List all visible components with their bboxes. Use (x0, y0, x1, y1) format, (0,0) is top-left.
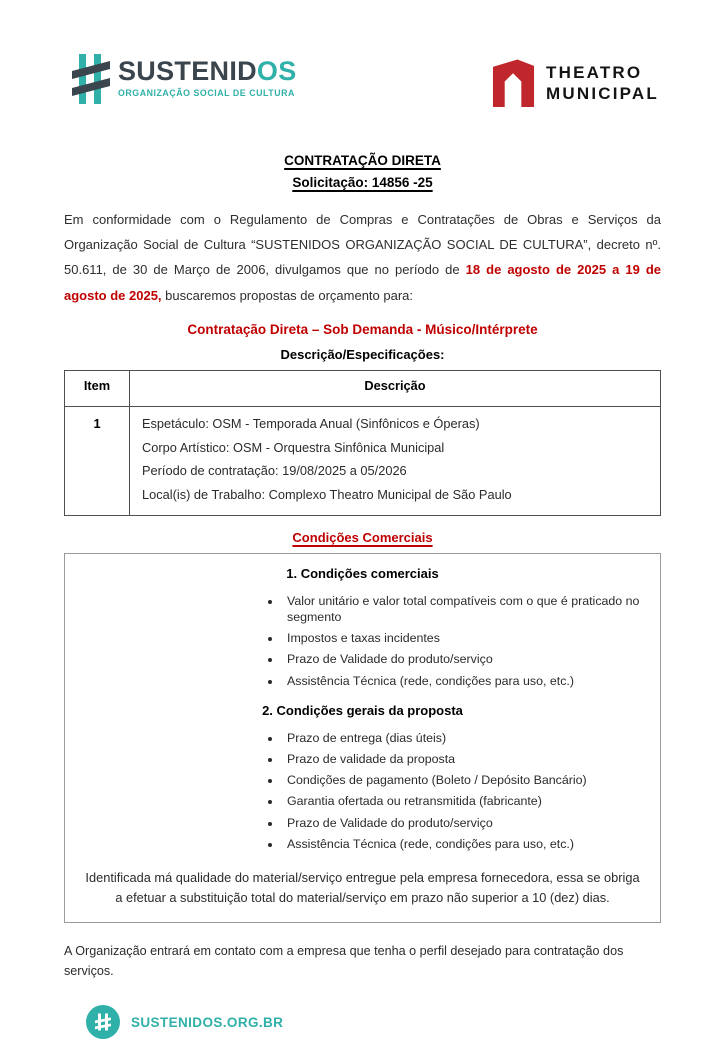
bullet-item: • Prazo de Validade do produto/serviço (282, 651, 646, 668)
header (64, 52, 661, 120)
sharp-hash-icon (72, 52, 110, 106)
commercial-conditions-heading: Condições Comerciais (292, 529, 433, 545)
brand-name (118, 58, 297, 85)
intro-text-1: Em conformidade com o Regulamento de Compras e Contratações de Obras e Serviços da Organização Social de Cultura “SUSTENIDOS ORGANIZAÇÃO SOCIAL DE CULTURA”, decreto nº. 50.611, de 30 de Março de 2006, divulgamos que no período de (64, 211, 661, 278)
theatro-line2: MUNICIPAL (546, 83, 659, 103)
title-line-1: CONTRATAÇÃO DIRETA (284, 153, 441, 168)
sustenidos-logo (72, 52, 297, 106)
subject-heading: Contratação Direta – Sob Demanda - Músico/Intérprete (187, 321, 538, 337)
bullet-item: • Condições de pagamento (Boleto / Depósito Bancário) (282, 772, 646, 789)
table-row (65, 406, 661, 515)
table-header-row (65, 370, 661, 406)
quality-note: Identificada má qualidade do material/serviço entregue pela empresa fornecedora, essa se obriga a efetuar a substituição total do material/serviço em prazo não superior a 10 (dez) dias. (85, 870, 640, 906)
brand-name-teal: OS (256, 56, 297, 86)
bullet-item: • Prazo de Validade do produto/serviço (282, 815, 646, 832)
bullet-item: • Assistência Técnica (rede, condições para uso, etc.) (282, 836, 646, 853)
section1-title: 1. Condições comerciais (286, 565, 439, 581)
description-line: Corpo Artístico: OSM - Orquestra Sinfônica Municipal (142, 439, 445, 455)
spec-heading: Descrição/Especificações: (280, 346, 445, 362)
sustenidos-circle-icon (86, 1005, 120, 1039)
sustenidos-wordmark (118, 52, 297, 98)
bullet-item: • Valor unitário e valor total compatíveis com o que é praticado no segmento (282, 593, 646, 626)
commercial-conditions-box (64, 553, 661, 923)
description-line: Local(is) de Trabalho: Complexo Theatro Municipal de São Paulo (142, 486, 512, 502)
theatro-wordmark (546, 63, 659, 103)
footer-site-url: SUSTENIDOS.ORG.BR (131, 1014, 284, 1030)
description-line: Período de contratação: 19/08/2025 a 05/2026 (142, 463, 407, 479)
bullet-item: • Prazo de entrega (dias úteis) (282, 730, 646, 747)
highlight-dates: 18 de agosto de 2025 a 19 de agosto de 2025, (64, 262, 661, 303)
theatro-municipal-logo (491, 58, 659, 109)
theatro-arch-icon (491, 58, 536, 109)
bullet-item: • Prazo de validade da proposta (282, 751, 646, 768)
section2-title: 2. Condições gerais da proposta (262, 703, 463, 719)
section1-bullet-list (262, 593, 646, 690)
intro-text-2: buscaremos propostas de orçamento para: (161, 287, 414, 303)
closing-paragraph: A Organização entrará em contato com a empresa que tenha o perfil desejado para contratação dos serviços. (64, 943, 624, 979)
description-lines (142, 412, 648, 507)
theatro-line1: THEATRO (546, 63, 643, 83)
bullet-item: • Garantia ofertada ou retransmitida (fabricante) (282, 793, 646, 810)
description-line: Espetáculo: OSM - Temporada Anual (Sinfônicos e Óperas) (142, 415, 480, 431)
item-number-cell: 1 (65, 406, 130, 515)
bullet-item: • Impostos e taxas incidentes (282, 630, 646, 647)
bullet-item: • Assistência Técnica (rede, condições para uso, etc.) (282, 673, 646, 690)
brand-name-dark: SUSTENID (118, 56, 257, 86)
spec-table (64, 370, 661, 516)
document-title (64, 150, 661, 195)
column-header-descricao: Descrição (130, 370, 661, 406)
intro-paragraph (64, 207, 661, 308)
section2-bullet-list (262, 730, 646, 852)
item-description-cell (130, 406, 661, 515)
brand-tagline: ORGANIZAÇÃO SOCIAL DE CULTURA (118, 88, 295, 98)
column-header-item: Item (65, 370, 130, 406)
title-line-2: Solicitação: 14856 -25 (292, 175, 433, 191)
footer (86, 1005, 661, 1039)
